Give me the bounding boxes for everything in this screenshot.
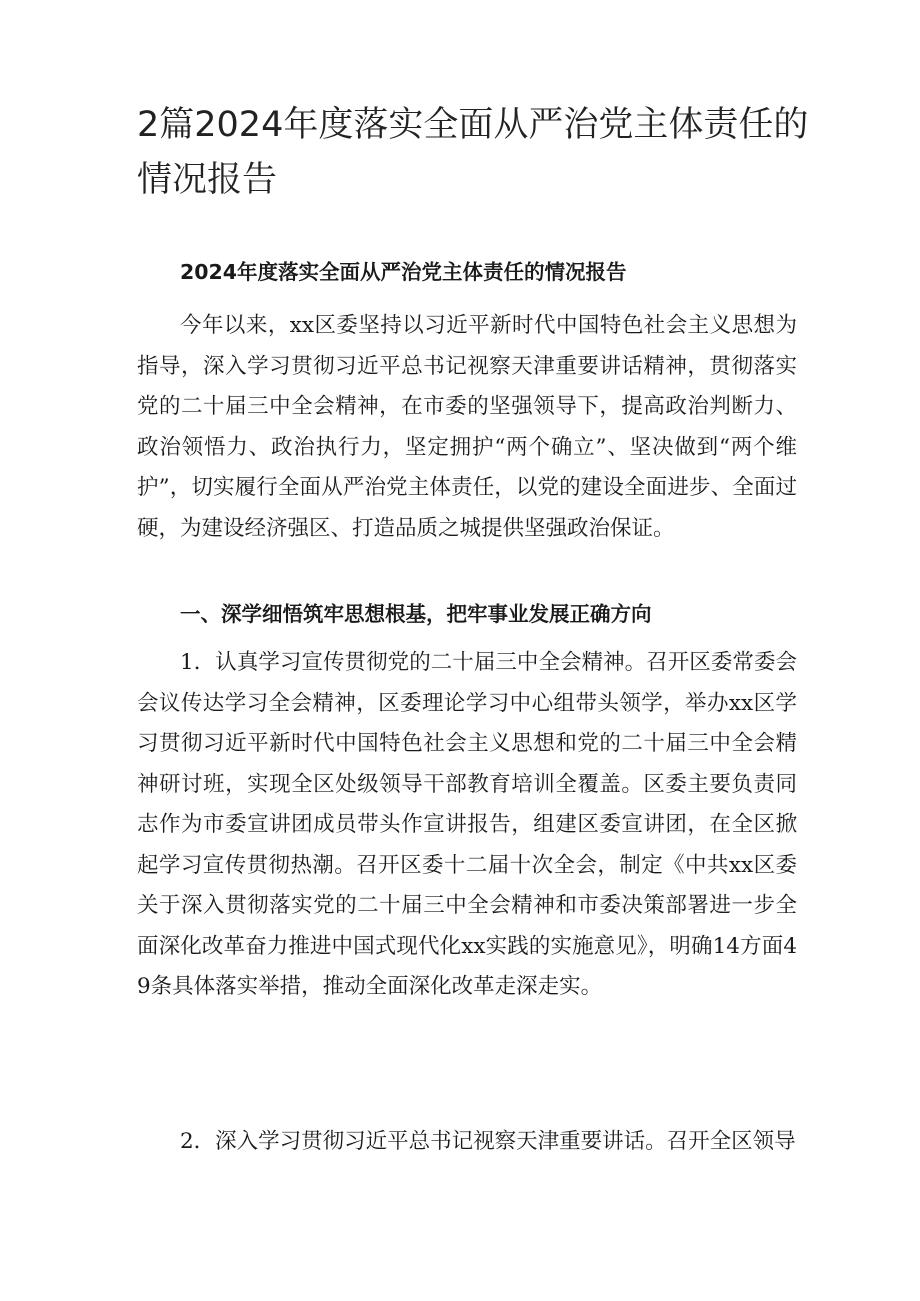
item-paragraph-2: 2．深入学习贯彻习近平总书记视察天津重要讲话。召开全区领导 — [180, 1129, 796, 1154]
report-subtitle: 2024年度落实全面从严治党主体责任的情况报告 — [180, 260, 627, 284]
section-heading-1: 一、深学细悟筑牢思想根基，把牢事业发展正确方向 — [180, 602, 652, 626]
item-paragraph-1: 1．认真学习宣传贯彻党的二十届三中全会精神。召开区委常委会会议传达学习全会精神，区委理论学习中心组带头领学，举办xx区学习贯彻习近平新时代中国特色社会主义思想和党的二十届三中全会精神研讨班，实现全区处级领导干部教育培训全覆盖。区委主要负责同志作为市委宣讲团成员带头作宣讲报告，组建区委宣讲团，在全区掀起学习宣传贯彻热潮。召开区委十二届十次全会，制定《中共xx区委关于深入贯彻落实党的二十届三中全会精神和市委决策部署进一步全面深化改革奋力推进中国式现代化xx实践的实施意见》，明确14方面49条具体落实举措，推动全面深化改革走深走实。 — [137, 650, 797, 999]
document-title: 2篇2024年度落实全面从严治党主体责任的情况报告 — [137, 105, 809, 200]
intro-paragraph: 今年以来，xx区委坚持以习近平新时代中国特色社会主义思想为指导，深入学习贯彻习近平总书记视察天津重要讲话精神，贯彻落实党的二十届三中全会精神，在市委的坚强领导下，提高政治判断力、政治领悟力、政治执行力，坚定拥护“两个确立”、坚决做到“两个维护”，切实履行全面从严治党主体责任，以党的建设全面进步、全面过硬，为建设经济强区、打造品质之城提供坚强政治保证。 — [137, 313, 797, 541]
